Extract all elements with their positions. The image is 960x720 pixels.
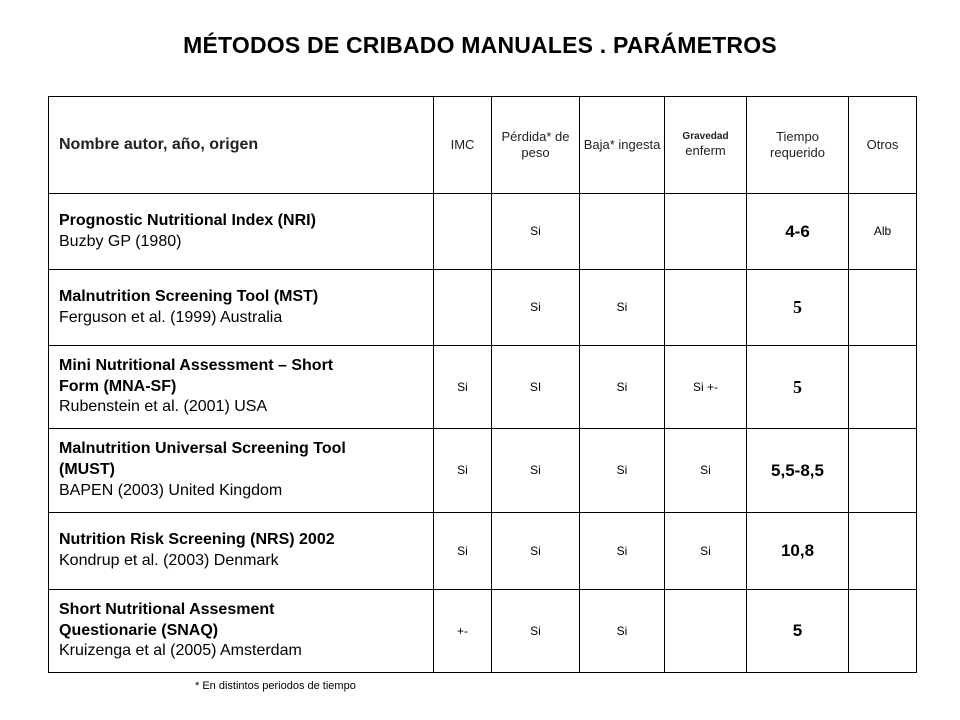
baja-cell: Si [580,590,665,673]
tiempo-cell: 10,8 [747,513,849,590]
table-row [49,590,917,673]
imc-cell: Si [434,346,492,429]
method-name: Malnutrition Screening Tool (MST) [59,287,319,305]
otros-cell [849,429,917,513]
method-author: Buzby GP (1980) [59,232,182,250]
baja-cell: Si [580,429,665,513]
tiempo-cell: 4-6 [747,194,849,270]
tiempo-cell: 5 [747,270,849,346]
header-otros: Otros [849,97,917,194]
method-author: BAPEN (2003) United Kingdom [59,481,283,499]
tiempo-cell: 5 [747,590,849,673]
perdida-cell: Si [492,590,580,673]
method-author: Rubenstein et al. (2001) USA [59,398,268,416]
tiempo-cell: 5 [747,346,849,429]
method-author: Kondrup et al. (2003) Denmark [59,552,279,569]
baja-cell: Si [580,346,665,429]
method-name-cell [49,429,434,513]
method-name: Prognostic Nutritional Index (NRI) [59,211,316,229]
table-row [49,429,917,513]
header-imc: IMC [434,97,492,194]
imc-cell [434,194,492,270]
header-gravedad [665,97,747,194]
gravedad-cell: Si [665,429,747,513]
method-name-cont: Form (MNA-SF) [59,377,177,395]
method-name-cell [49,590,434,673]
method-name: Short Nutritional Assesment [59,600,275,618]
method-name-cont: Questionarie (SNAQ) [59,621,219,639]
perdida-cell: Si [492,270,580,346]
otros-cell [849,590,917,673]
footnote: * En distintos periodos de tiempo [195,680,356,692]
gravedad-cell: Si +- [665,346,747,429]
imc-cell [434,270,492,346]
table-row [49,513,917,590]
tiempo-cell: 5,5-8,5 [747,429,849,513]
table-header-row [49,97,917,194]
gravedad-cell: Si [665,513,747,590]
perdida-cell: SI [492,346,580,429]
method-author: Ferguson et al. (1999) Australia [59,308,283,326]
perdida-cell: Si [492,513,580,590]
method-name-cont: (MUST) [59,461,115,479]
otros-cell: Alb [849,194,917,270]
gravedad-cell [665,194,747,270]
imc-cell: +- [434,590,492,673]
method-name-cell [49,346,434,429]
table-row [49,194,917,270]
gravedad-cell [665,270,747,346]
method-name-cell [49,270,434,346]
header-name: Nombre autor, año, origen [49,97,434,194]
perdida-cell: Si [492,194,580,270]
header-perdida: Pérdida* de peso [492,97,580,194]
table-row [49,346,917,429]
imc-cell: Si [434,513,492,590]
screening-methods-table [48,96,917,673]
header-gravedad-line1: Gravedad [682,130,729,142]
gravedad-cell [665,590,747,673]
header-baja: Baja* ingesta [580,97,665,194]
method-name-cell [49,513,434,590]
method-name: Nutrition Risk Screening (NRS) 2002 [59,531,335,549]
method-name-cell [49,194,434,270]
baja-cell: Si [580,270,665,346]
otros-cell [849,270,917,346]
imc-cell: Si [434,429,492,513]
baja-cell [580,194,665,270]
method-name: Mini Nutritional Assessment – Short [59,356,334,374]
method-name: Malnutrition Universal Screening Tool [59,440,346,458]
method-author: Kruizenga et al (2005) Amsterdam [59,642,302,660]
otros-cell [849,513,917,590]
baja-cell: Si [580,513,665,590]
table-row [49,270,917,346]
otros-cell [849,346,917,429]
header-tiempo: Tiempo requerido [747,97,849,194]
header-gravedad-line2: enferm [685,143,726,159]
perdida-cell: Si [492,429,580,513]
page-title: MÉTODOS DE CRIBADO MANUALES . PARÁMETROS [183,32,777,58]
